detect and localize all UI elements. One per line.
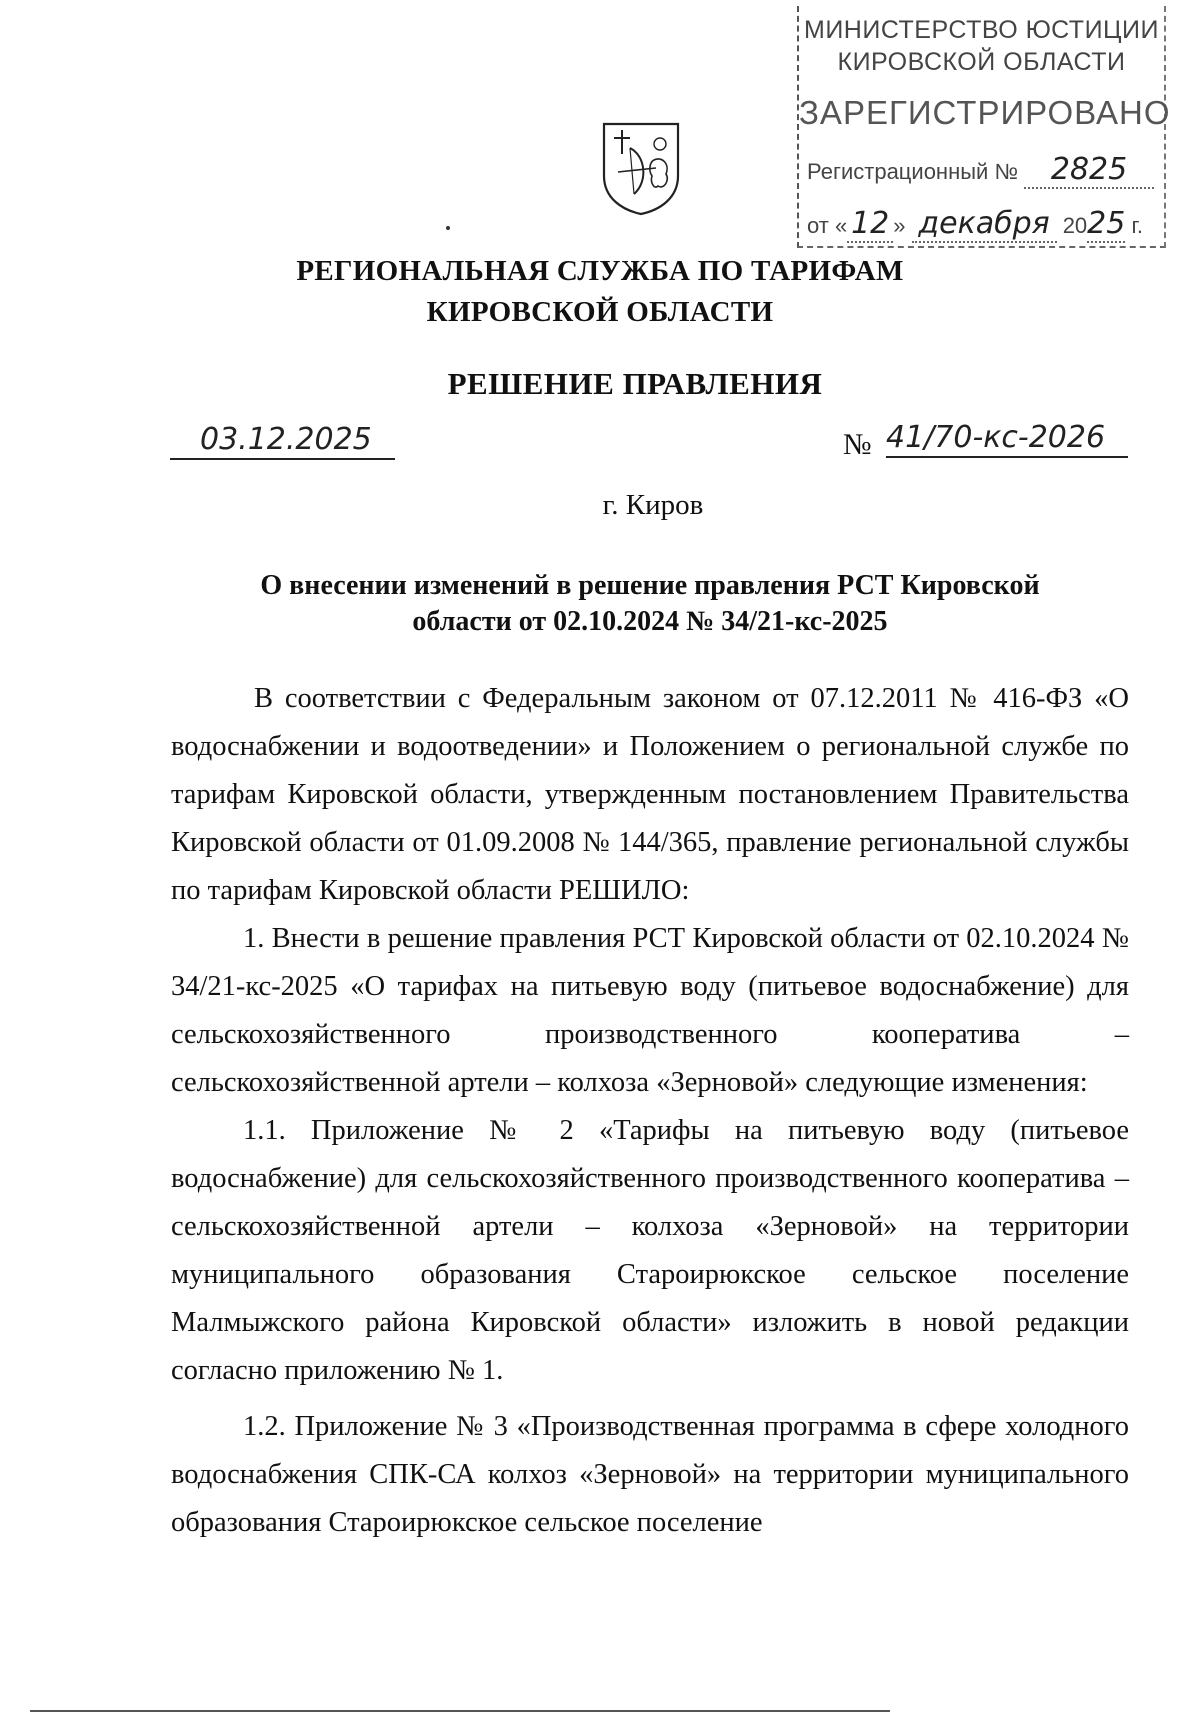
scan-bottom-edge	[30, 1710, 890, 1712]
stamp-date-day: 12	[847, 206, 893, 243]
decision-number: 41/70-кс-2026	[886, 420, 1128, 458]
subject-line2: области от 02.10.2024 № 34/21-кс-2025	[412, 606, 888, 637]
body-paragraph-item1-2: 1.2. Приложение № 3 «Производственная программа в сфере холодного водоснабжения СПК-СА колхоз «Зерновой» на территории муниципального образования Староирюкское сельское поселение	[171, 1411, 1129, 1538]
number-sign: №	[843, 428, 872, 461]
stamp-reg-number: 2825	[1024, 152, 1154, 189]
stamp-date-prefix: от «	[807, 213, 848, 238]
body-paragraph-preamble: В соответствии с Федеральным законом от 07.12.2011 № 416-ФЗ «О водоснабжении и водоотведении» и Положением о региональной службе по тарифам Кировской области, утвержденным постановлением Правительства Кировской области от 01.09.2008 № 144/365, правление региональной службы по тарифам Кировской области РЕШИЛО:	[171, 683, 1129, 906]
registration-stamp	[797, 6, 1171, 248]
stamp-region-line: КИРОВСКОЙ ОБЛАСТИ	[837, 48, 1126, 76]
stamp-reg-number-label: Регистрационный №	[807, 159, 1019, 184]
org-title-line2: КИРОВСКОЙ ОБЛАСТИ	[426, 296, 774, 328]
stamp-year-end: г.	[1131, 213, 1143, 238]
subject-line1: О внесении изменений в решение правления РСТ Кировской	[260, 570, 1040, 601]
coat-of-arms-icon	[600, 120, 682, 216]
stamp-year-suffix: 25	[1087, 206, 1126, 241]
decision-body	[171, 675, 1129, 1547]
stamp-date-row	[807, 206, 1143, 243]
body-paragraph-item1-1: 1.1. Приложение № 2 «Тарифы на питьевую воду (питьевое водоснабжение) для сельскохозяйственного производственного кооператива – сельскохозяйственной артели – колхоза «Зерновой» на территории муниципального образования Староирюкское сельское поселение Малмыжского района Кировской области» изложить в новой редакции согласно приложению № 1.	[171, 1115, 1129, 1386]
body-paragraph-item1: 1. Внести в решение правления РСТ Кировской области от 02.10.2024 № 34/21-кс-2025 «О тарифах на питьевую воду (питьевое водоснабжение) для сельскохозяйственного производственного кооператива – сельскохозяйственной артели – колхоза «Зерновой» следующие изменения:	[171, 923, 1129, 1098]
decision-date: 03.12.2025	[170, 422, 395, 460]
stamp-registered-label: ЗАРЕГИСТРИРОВАНО	[799, 94, 1171, 131]
doc-type-title: РЕШЕНИЕ ПРАВЛЕНИЯ	[447, 366, 823, 401]
org-title-line1: РЕГИОНАЛЬНАЯ СЛУЖБА ПО ТАРИФАМ	[296, 255, 904, 287]
stamp-reg-number-row	[807, 152, 1154, 189]
stamp-ministry-line: МИНИСТЕРСТВО ЮСТИЦИИ	[804, 16, 1159, 44]
decision-subject	[170, 568, 1130, 640]
stamp-date-month: декабря	[912, 206, 1057, 243]
scan-speck	[446, 226, 450, 230]
stamp-year-prefix: 20	[1062, 213, 1088, 238]
city-label: г. Киров	[602, 489, 704, 521]
stamp-date-mid: »	[893, 213, 906, 238]
